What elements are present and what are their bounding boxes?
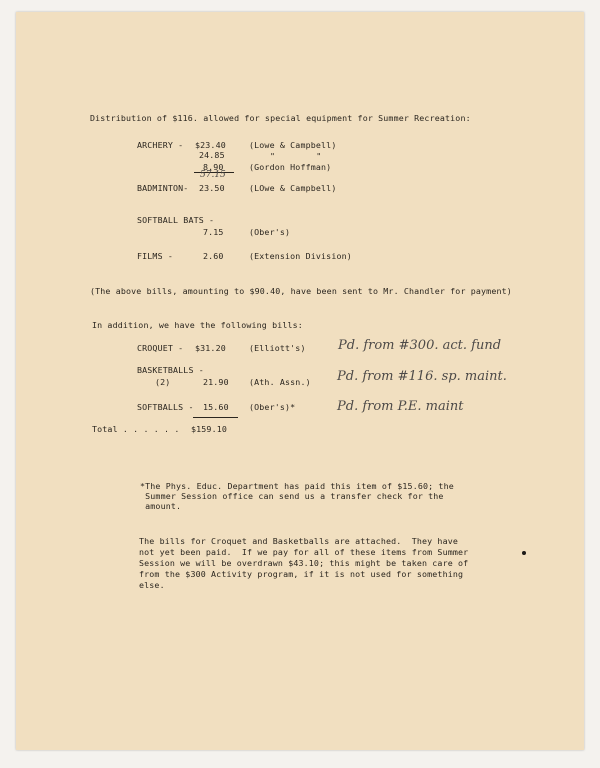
closing-line-3: Session we will be overdrawn $43.10; this might be taken care of — [139, 558, 469, 568]
total-label: Total . . . . . . — [92, 424, 180, 434]
softball-bats-vendor: (Ober's) — [249, 227, 291, 237]
bills-note: (The above bills, amounting to $90.40, have been sent to Mr. Chandler for payment) — [90, 286, 512, 296]
softball-bats-amount: 7.15 — [203, 227, 224, 237]
total-amount: $159.10 — [191, 424, 228, 434]
archery-handwritten-total: 57.15 — [200, 170, 226, 180]
softballs-vendor: (Ober's)* — [249, 402, 296, 412]
addition-heading: In addition, we have the following bills: — [92, 320, 303, 330]
closing-line-2: not yet been paid. If we pay for all of these items from Summer — [139, 547, 469, 557]
archery-amount-3: 8.90 — [203, 162, 224, 172]
basketballs-qty: (2) — [155, 377, 171, 387]
basketballs-label: BASKETBALLS - — [137, 365, 204, 375]
ink-dot-mark — [522, 551, 526, 555]
heading: Distribution of $116. allowed for special equipment for Summer Recreation: — [90, 113, 471, 123]
basketballs-vendor: (Ath. Assn.) — [249, 377, 311, 387]
softballs-label: SOFTBALLS - — [137, 402, 194, 412]
croquet-handwritten-note: Pd. from #300. act. fund — [338, 338, 502, 353]
softballs-amount: 15.60 — [203, 402, 229, 412]
badminton-amount: 23.50 — [199, 183, 225, 193]
archery-label: ARCHERY - — [137, 140, 184, 150]
closing-line-4: from the $300 Activity program, if it is not used for something — [139, 569, 464, 579]
softball-bats-label: SOFTBALL BATS - — [137, 215, 215, 225]
croquet-vendor: (Elliott's) — [249, 343, 306, 353]
films-amount: 2.60 — [203, 251, 224, 261]
badminton-label: BADMINTON- — [137, 183, 189, 193]
closing-line-1: The bills for Croquet and Basketballs are attached. They have — [139, 536, 458, 546]
footnote-line-1: *The Phys. Educ. Department has paid this item of $15.60; the — [140, 481, 454, 491]
archery-amount-2: 24.85 — [199, 150, 225, 160]
croquet-label: CROQUET - — [137, 343, 184, 353]
croquet-amount: $31.20 — [195, 343, 226, 353]
total-rule — [193, 417, 238, 418]
archery-vendor-1: (Lowe & Campbell) — [249, 140, 337, 150]
footnote-line-3: amount. — [140, 501, 182, 511]
basketballs-amount: 21.90 — [203, 377, 229, 387]
archery-vendor-3: (Gordon Hoffman) — [249, 162, 332, 172]
archery-amount-1: $23.40 — [195, 140, 226, 150]
footnote-line-2: Summer Session office can send us a transfer check for the — [140, 491, 444, 501]
softballs-handwritten-note: Pd. from P.E. maint — [337, 399, 464, 414]
archery-ditto: " " — [270, 151, 322, 161]
films-label: FILMS - — [137, 251, 174, 261]
badminton-vendor: (LOwe & Campbell) — [249, 183, 337, 193]
closing-line-5: else. — [139, 580, 165, 590]
films-vendor: (Extension Division) — [249, 251, 352, 261]
basketballs-handwritten-note: Pd. from #116. sp. maint. — [337, 369, 507, 384]
